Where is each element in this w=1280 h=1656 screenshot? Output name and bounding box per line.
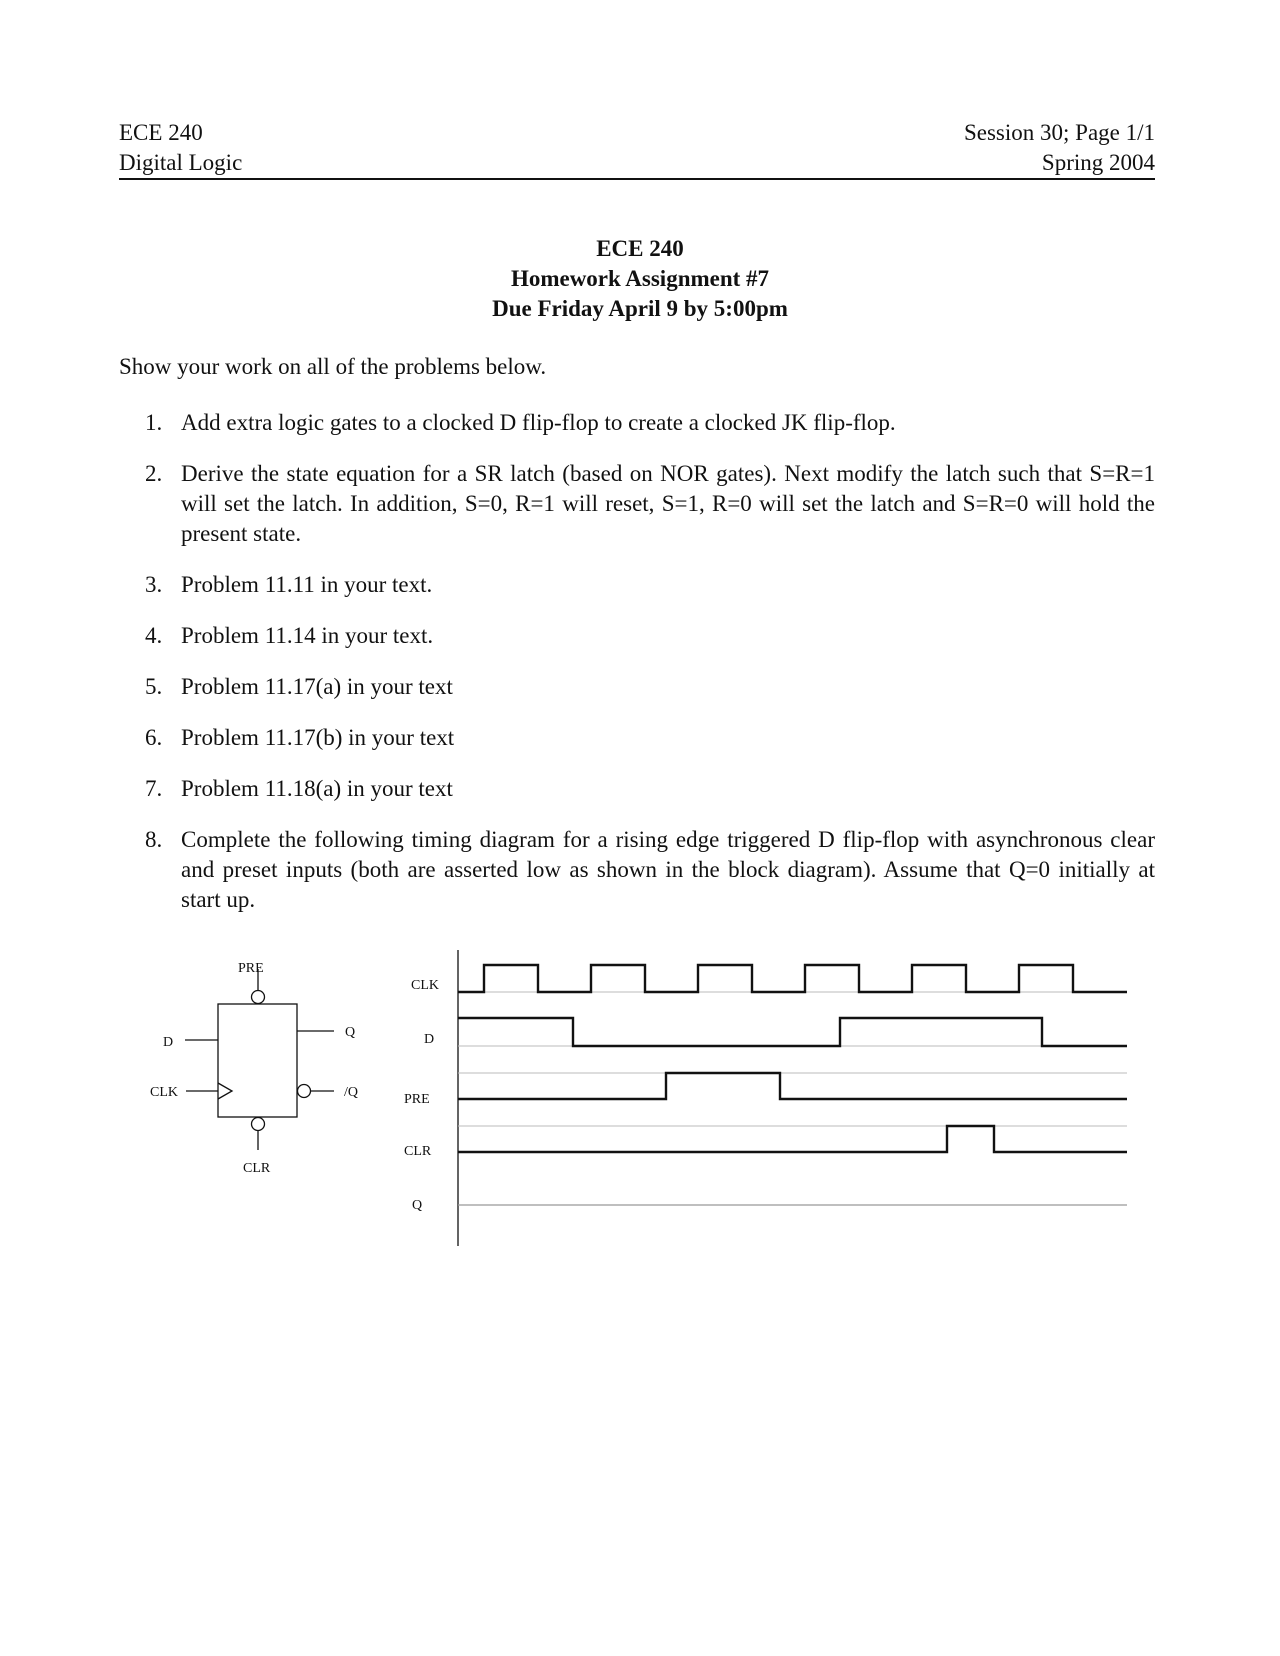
- qbar-label: /Q: [344, 1085, 358, 1100]
- document-title: [0, 234, 1280, 324]
- pre-waveform: [458, 1073, 1127, 1099]
- clr-waveform: [458, 1126, 1127, 1152]
- q-label: Q: [345, 1025, 356, 1040]
- problem-item: [119, 774, 1155, 804]
- problem-number: 7.: [145, 776, 163, 801]
- problem-number: 1.: [145, 410, 163, 435]
- header-rule: [119, 178, 1155, 180]
- flip-flop-body: [218, 1004, 297, 1117]
- problem-text: Derive the state equation for a SR latch (based on NOR gates). Next modify the latch such that S=R=1 will set the latch. In addition, S=0, R=1 will reset, S=1, R=0 will set the latch and S=R=0 will hold the present state.: [181, 461, 1155, 546]
- clock-triangle: [218, 1083, 232, 1099]
- problem-number: 5.: [145, 674, 163, 699]
- instructions: Show your work on all of the problems below.: [119, 354, 547, 379]
- problem-text: Complete the following timing diagram for a rising edge triggered D flip-flop with asynchronous clear and preset inputs (both are asserted low as shown in the block diagram). Assume that Q=0 initially at start up.: [181, 827, 1155, 912]
- timing-label-pre: PRE: [404, 1092, 430, 1107]
- problem-text: Add extra logic gates to a clocked D flip-flop to create a clocked JK flip-flop.: [181, 410, 896, 435]
- timing-label-d: D: [424, 1032, 435, 1047]
- problem-item: [119, 570, 1155, 600]
- timing-label-clr: CLR: [404, 1144, 432, 1159]
- problem-number: 4.: [145, 623, 163, 648]
- problem-text: Problem 11.18(a) in your text: [181, 776, 453, 801]
- problem-item: [119, 672, 1155, 702]
- problem-number: 2.: [145, 461, 163, 486]
- clk-label: CLK: [150, 1085, 178, 1100]
- pre-bubble: [252, 991, 265, 1004]
- d-label: D: [163, 1035, 174, 1050]
- problem-text: Problem 11.14 in your text.: [181, 623, 434, 648]
- flip-flop-block-diagram: [185, 969, 334, 1150]
- problem-item: [119, 723, 1155, 753]
- title-course: ECE 240: [596, 236, 684, 261]
- timing-label-clk: CLK: [411, 978, 439, 993]
- problem-number: 3.: [145, 572, 163, 597]
- clr-label: CLR: [243, 1161, 271, 1176]
- problem-item: [119, 459, 1155, 549]
- problem-item: [119, 408, 1155, 438]
- problem-item: [119, 621, 1155, 651]
- title-due-date: Due Friday April 9 by 5:00pm: [492, 296, 788, 321]
- clr-bubble: [252, 1118, 265, 1131]
- pre-label: PRE: [238, 961, 264, 976]
- title-assignment: Homework Assignment #7: [510, 266, 770, 291]
- term: Spring 2004: [1041, 150, 1155, 175]
- course-code: ECE 240: [119, 120, 203, 145]
- timing-label-q: Q: [412, 1198, 423, 1213]
- d-waveform: [458, 1018, 1127, 1046]
- problem-number: 6.: [145, 725, 163, 750]
- session-page: Session 30; Page 1/1: [963, 120, 1155, 145]
- page-header-right: [964, 118, 1155, 178]
- clk-waveform: [458, 965, 1127, 992]
- problem-text: Problem 11.17(b) in your text: [181, 725, 455, 750]
- problem-number: 8.: [145, 827, 163, 852]
- problem-list: [119, 408, 1155, 936]
- course-subject: Digital Logic: [119, 150, 243, 175]
- problem-text: Problem 11.11 in your text.: [181, 572, 433, 597]
- problem-text: Problem 11.17(a) in your text: [181, 674, 453, 699]
- qbar-bubble: [298, 1085, 311, 1098]
- timing-diagram: [458, 950, 1127, 1246]
- problem-item: [119, 825, 1155, 915]
- page-header-left: [119, 118, 242, 178]
